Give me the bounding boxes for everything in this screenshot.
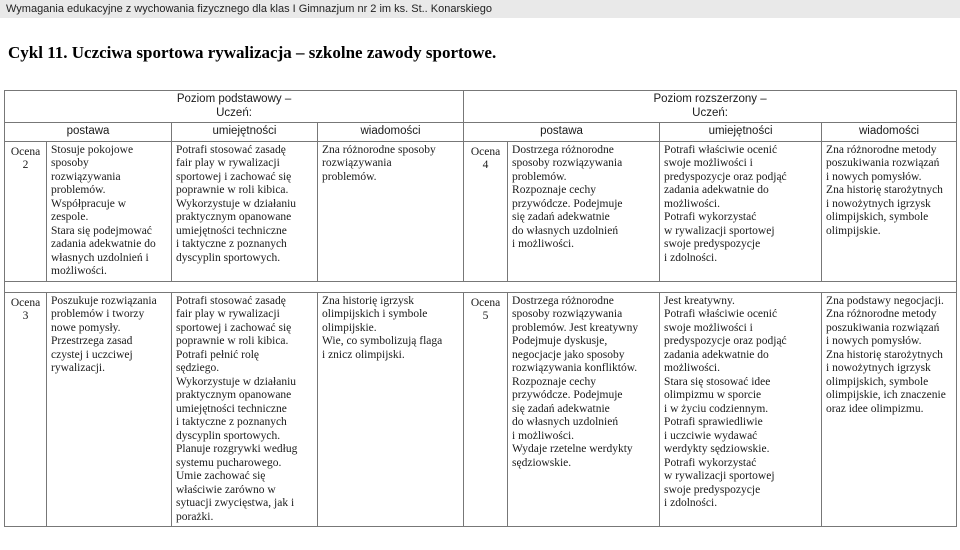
cell-line: oraz idee olimpizmu.	[826, 402, 924, 415]
cell-line: Umie zachować się	[176, 470, 266, 482]
cell-line: olimpijskie, ich znaczenie	[826, 389, 946, 401]
cell-line: Potrafi wykorzystać	[664, 456, 757, 469]
grade-value: 5	[482, 310, 489, 322]
cell-line: systemu pucharowego.	[176, 456, 282, 469]
cell-line: Stara się podejmować	[51, 224, 152, 237]
row-spacer	[5, 281, 957, 292]
column-header-umiejetnosci-extended: umiejętności	[660, 123, 822, 142]
cell-line: i nowożytnych igrzysk	[826, 362, 931, 374]
cell-line: i znicz olimpijski.	[322, 348, 405, 361]
cell-line: możliwości.	[664, 362, 720, 374]
cell-line: się zadań adekwatnie	[512, 211, 610, 223]
cell-line: Zna historię starożytnych	[826, 348, 943, 361]
column-header-postawa-basic: postawa	[5, 123, 172, 142]
cell-line: negocjacje jako sposoby	[512, 348, 625, 361]
cell-line: dyscyplin sportowych.	[176, 251, 281, 264]
cell-line: Stara się stosować idee	[664, 375, 771, 388]
cell-line: i nowożytnych igrzysk	[826, 197, 931, 210]
cell-line: problemów.	[322, 170, 377, 183]
basic-level-header	[5, 91, 464, 123]
cell-line: zadania adekwatnie do	[664, 348, 769, 361]
cell-line: sędziowskie.	[512, 456, 572, 469]
cell-line: werdykty sędziowskie.	[664, 443, 770, 455]
cell-line: zadania adekwatnie do	[664, 184, 769, 196]
cell-line: możliwości.	[664, 197, 720, 210]
cell-line: Poszukuje rozwiązania	[51, 294, 157, 307]
cell-line: i uczciwie wydawać	[664, 429, 758, 442]
cell-line: poszukiwania rozwiązań	[826, 321, 940, 334]
cell-line: Rozpoznaje cechy	[512, 375, 597, 388]
cell-line: dyscyplin sportowych.	[176, 429, 281, 442]
cell-line: i zdolności.	[664, 497, 718, 509]
grade-value: 4	[482, 159, 489, 171]
level-header-row	[5, 91, 957, 123]
basic-level-name: Poziom podstawowy –	[176, 93, 292, 105]
cell-umiejetnosci	[172, 141, 318, 281]
grade-cell	[464, 292, 508, 527]
cell-line: poszukiwania rozwiązań	[826, 157, 940, 169]
cell-line: Dostrzega różnorodne	[512, 294, 614, 307]
cell-line: problemów.	[51, 184, 106, 196]
cell-line: Zna podstawy negocjacji.	[826, 294, 944, 307]
cell-line: sposoby rozwiązywania	[512, 157, 623, 169]
cell-line: Zna różnorodne metody	[826, 308, 937, 320]
grade-label: Ocena	[10, 296, 41, 309]
cell-line: i możliwości.	[512, 429, 575, 442]
cell-line: zadania adekwatnie do	[51, 238, 156, 250]
cell-line: i nowych pomysłów.	[826, 335, 922, 347]
cell-postawa	[508, 292, 660, 527]
cell-line: sytuacji zwycięstwa, jak i	[176, 497, 295, 509]
cell-line: swoje predyspozycje	[664, 483, 761, 496]
column-header-row	[5, 123, 957, 142]
cell-line: Zna różnorodne metody	[826, 143, 937, 156]
cell-line: sportowej i zachować się	[176, 321, 292, 334]
cell-line: nowe pomysły.	[51, 321, 121, 334]
cell-line: Planuje rozgrywki według	[176, 443, 298, 455]
grade-label: Ocena	[470, 145, 501, 158]
column-header-postawa-extended: postawa	[464, 123, 660, 142]
cell-line: i taktyczne z poznanych	[176, 238, 287, 250]
cell-line: Jest kreatywny.	[664, 294, 735, 307]
cell-line: i nowych pomysłów.	[826, 170, 922, 183]
cell-line: czystej i uczciwej	[51, 348, 133, 361]
cell-line: w rywalizacji sportowej	[664, 224, 775, 237]
cell-line: Wie, co symbolizują flaga	[322, 335, 443, 347]
cell-line: rozwiązywania	[51, 170, 121, 183]
cell-line: olimpijskie.	[322, 321, 377, 334]
cell-line: i w życiu codziennym.	[664, 402, 769, 415]
spacer-cell	[5, 281, 957, 292]
cell-line: Wykorzystuje w działaniu	[176, 375, 297, 388]
cell-umiejetnosci	[172, 292, 318, 527]
grade-value: 2	[22, 159, 29, 171]
grade-cell	[5, 292, 47, 527]
cell-wiadomosci	[318, 292, 464, 527]
cell-line: fair play w rywalizacji	[176, 308, 280, 320]
extended-level-header	[464, 91, 957, 123]
cell-line: Współpracuje w	[51, 197, 127, 210]
cell-line: Zna różnorodne sposoby	[322, 143, 436, 156]
cell-line: fair play w rywalizacji	[176, 157, 280, 169]
cell-line: do własnych uzdolnień	[512, 416, 619, 428]
cell-line: olimpijskich i symbole	[322, 308, 428, 320]
document-header-bar: Wymagania edukacyjne z wychowania fizycznego dla klas I Gimnazjum nr 2 im ks. St.. Konarskiego	[0, 0, 960, 18]
cell-line: problemów i tworzy	[51, 308, 145, 320]
grade-cell	[5, 141, 47, 281]
extended-level-name: Poziom rozszerzony –	[653, 93, 767, 105]
cell-line: i zdolności.	[664, 251, 718, 264]
cell-line: porażki.	[176, 510, 214, 523]
cell-line: zespole.	[51, 211, 89, 223]
cell-line: Potrafi stosować zasadę	[176, 294, 286, 307]
cell-line: się zadań adekwatnie	[512, 402, 610, 415]
cell-line: swoje możliwości i	[664, 321, 753, 334]
table-row	[5, 141, 957, 281]
page-title: Cykl 11. Uczciwa sportowa rywalizacja – szkolne zawody sportowe.	[8, 43, 497, 62]
grade-label: Ocena	[10, 145, 41, 158]
cell-line: Wydaje rzetelne werdykty	[512, 443, 633, 455]
cell-line: Przestrzega zasad	[51, 335, 133, 347]
grade-value: 3	[22, 310, 29, 322]
extended-level-sub: Uczeń:	[692, 106, 728, 119]
cell-line: Potrafi sprawiedliwie	[664, 416, 763, 428]
column-header-wiadomosci-basic: wiadomości	[318, 123, 464, 142]
cell-postawa	[47, 292, 172, 527]
cell-wiadomosci	[822, 292, 957, 527]
cell-line: umiejętności techniczne	[176, 224, 287, 237]
cell-line: swoje możliwości i	[664, 157, 753, 169]
basic-level-sub: Uczeń:	[216, 106, 252, 119]
cell-line: problemów. Jest kreatywny	[512, 321, 639, 334]
cell-line: Potrafi stosować zasadę	[176, 143, 286, 156]
cell-wiadomosci	[822, 141, 957, 281]
cell-line: Zna historię igrzysk	[322, 294, 414, 307]
cell-postawa	[508, 141, 660, 281]
cell-line: sędziego.	[176, 362, 220, 374]
cell-line: rywalizacji.	[51, 362, 105, 374]
cell-line: sportowej i zachować się	[176, 170, 292, 183]
cell-line: Zna historię starożytnych	[826, 184, 943, 196]
cell-line: i taktyczne z poznanych	[176, 416, 287, 428]
cell-line: sposoby rozwiązywania	[512, 308, 623, 320]
cell-umiejetnosci	[660, 292, 822, 527]
cell-line: poprawnie w roli kibica.	[176, 335, 289, 347]
cell-line: Potrafi pełnić rolę	[176, 348, 260, 361]
cell-line: sposoby	[51, 157, 89, 169]
cell-line: przywódcze. Podejmuje	[512, 197, 623, 210]
cell-line: Rozpoznaje cechy	[512, 184, 597, 196]
cell-line: Podejmuje dyskusje,	[512, 335, 608, 347]
cell-line: do własnych uzdolnień	[512, 224, 619, 237]
cell-line: możliwości.	[51, 265, 107, 277]
cell-line: praktycznym opanowane	[176, 211, 292, 223]
cell-line: predyspozycje oraz podjąć	[664, 170, 787, 183]
cell-line: poprawnie w roli kibica.	[176, 184, 289, 196]
cell-line: Potrafi właściwie ocenić	[664, 308, 778, 320]
grade-cell	[464, 141, 508, 281]
cell-line: przywódcze. Podejmuje	[512, 389, 623, 401]
cell-line: praktycznym opanowane	[176, 389, 292, 401]
cell-line: właściwie zarówno w	[176, 483, 276, 496]
cell-line: rozwiązywania konfliktów.	[512, 362, 638, 374]
cell-line: predyspozycje oraz podjąć	[664, 335, 787, 347]
cell-line: Wykorzystuje w działaniu	[176, 197, 297, 210]
grade-label: Ocena	[470, 296, 501, 309]
cell-line: Dostrzega różnorodne	[512, 143, 614, 156]
cell-line: problemów.	[512, 170, 567, 183]
table-row	[5, 292, 957, 527]
requirements-table	[4, 90, 957, 527]
cell-postawa	[47, 141, 172, 281]
cell-line: Potrafi wykorzystać	[664, 211, 757, 223]
cell-line: olimpizmu w sporcie	[664, 389, 762, 401]
cell-line: olimpijskich, symbole	[826, 211, 929, 223]
cell-line: własnych uzdolnień i	[51, 251, 149, 264]
cell-line: umiejętności techniczne	[176, 402, 287, 415]
cell-line: swoje predyspozycje	[664, 238, 761, 250]
cell-line: rozwiązywania	[322, 157, 392, 169]
cell-umiejetnosci	[660, 141, 822, 281]
column-header-wiadomosci-extended: wiadomości	[822, 123, 957, 142]
cell-line: Potrafi właściwie ocenić	[664, 143, 778, 156]
cell-line: i możliwości.	[512, 238, 575, 250]
cell-line: olimpijskich, symbole	[826, 375, 929, 388]
cell-line: Stosuje pokojowe	[51, 143, 134, 156]
cell-line: w rywalizacji sportowej	[664, 470, 775, 482]
column-header-umiejetnosci-basic: umiejętności	[172, 123, 318, 142]
cell-wiadomosci	[318, 141, 464, 281]
cell-line: olimpijskie.	[826, 224, 881, 237]
